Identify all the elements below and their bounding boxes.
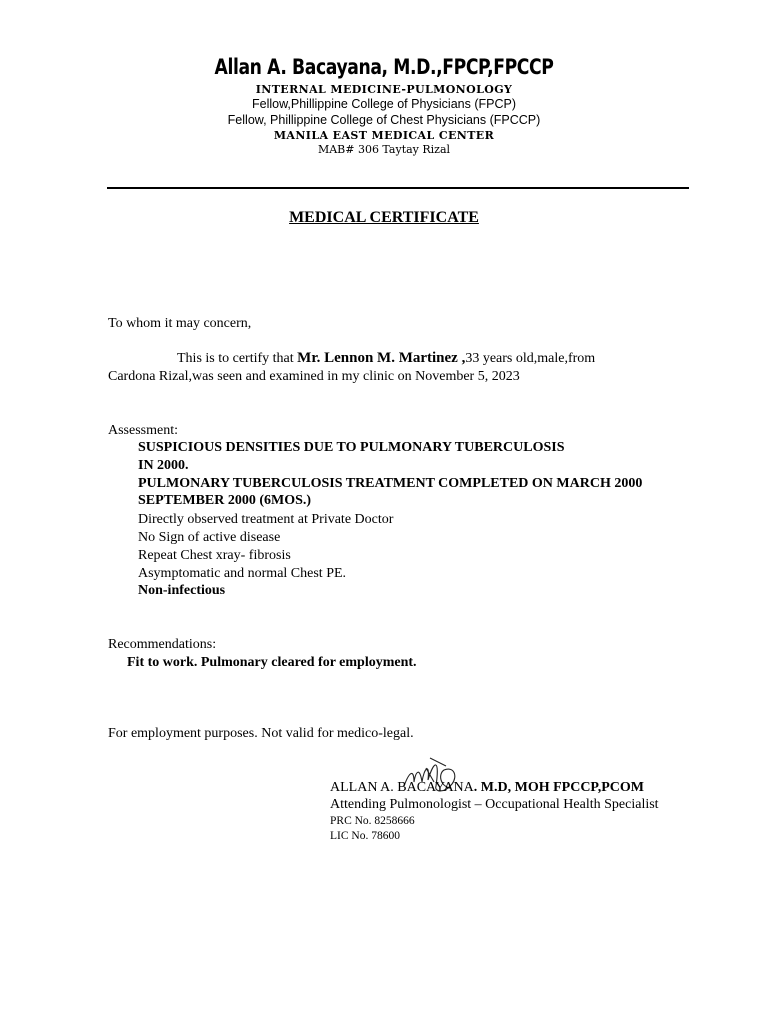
assessment-line: PULMONARY TUBERCULOSIS TREATMENT COMPLETED ON MARCH 2000 — [138, 476, 643, 491]
header-divider — [107, 187, 689, 189]
fellowship-fpcp: Fellow,Phillippine College of Physicians (FPCP) — [251, 97, 516, 111]
certify-intro: This is to certify that — [177, 351, 298, 366]
assessment-note: Repeat Chest xray- fibrosis — [138, 548, 291, 563]
assessment-conclusion: Non-infectious — [138, 583, 226, 598]
certify-line-1 — [177, 350, 595, 367]
assessment-note: Asymptomatic and normal Chest PE. — [138, 566, 347, 581]
signatory-name-plain: ALLAN A. BACAYANA — [330, 780, 474, 795]
assessment-note: No Sign of active disease — [138, 530, 281, 545]
assessment-line: IN 2000. — [138, 458, 189, 473]
assessment-line: SEPTEMBER 2000 (6MOS.) — [138, 493, 312, 508]
patient-details: 33 years old,male,from — [465, 351, 596, 366]
signatory-name — [330, 780, 644, 796]
salutation: To whom it may concern, — [108, 316, 252, 331]
patient-name: Mr. Lennon M. Martinez , — [297, 350, 466, 366]
assessment-label: Assessment: — [108, 423, 178, 438]
certify-line-2: Cardona Rizal,was seen and examined in my clinic on November 5, 2023 — [108, 369, 520, 384]
fellowship-fpccp: Fellow, Phillippine College of Chest Physicians (FPCCP) — [227, 113, 541, 127]
purpose-note: For employment purposes. Not valid for medico-legal. — [108, 726, 414, 741]
signatory-title: Attending Pulmonologist – Occupational Health Specialist — [330, 797, 659, 812]
assessment-note: Directly observed treatment at Private Doctor — [138, 512, 394, 527]
recommendations-text: Fit to work. Pulmonary cleared for employment. — [127, 655, 417, 670]
document-title: MEDICAL CERTIFICATE — [289, 209, 479, 226]
signatory-credentials: . M.D, MOH FPCCP,PCOM — [473, 780, 644, 795]
license-number: LIC No. 78600 — [330, 830, 400, 842]
assessment-line: SUSPICIOUS DENSITIES DUE TO PULMONARY TUBERCULOSIS — [138, 440, 565, 455]
specialty: INTERNAL MEDICINE-PULMONOLOGY — [255, 83, 513, 96]
hospital-address: MAB# 306 Taytay Rizal — [317, 143, 451, 156]
prc-number: PRC No. 8258666 — [330, 815, 415, 827]
recommendations-label: Recommendations: — [108, 637, 217, 652]
doctor-name: Allan A. Bacayana, M.D.,FPCP,FPCCP — [214, 55, 554, 79]
hospital-name: MANILA EAST MEDICAL CENTER — [273, 129, 495, 142]
